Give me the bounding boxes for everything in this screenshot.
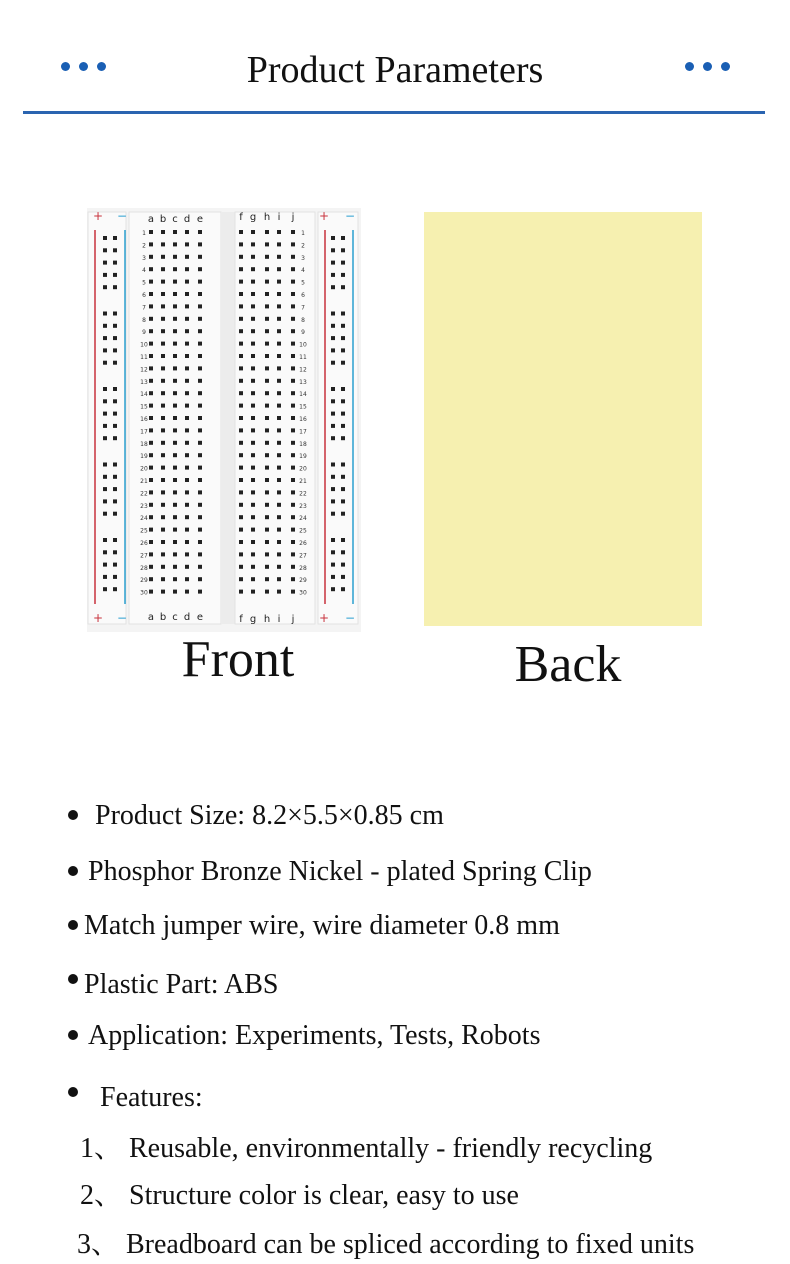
svg-text:+: +: [318, 209, 330, 223]
spec-item: [68, 856, 592, 888]
breadboard-front-image: [87, 208, 361, 632]
svg-text:−: −: [116, 611, 128, 625]
svg-text:d: d: [183, 214, 191, 225]
bullet-icon: [68, 1030, 78, 1040]
front-caption: Front: [181, 631, 295, 688]
svg-text:30: 30: [299, 589, 307, 597]
svg-text:i: i: [277, 212, 281, 223]
svg-text:+: +: [318, 611, 330, 625]
svg-text:18: 18: [140, 440, 148, 448]
svg-text:9: 9: [142, 329, 146, 337]
svg-text:21: 21: [140, 478, 148, 485]
breadboard-back-image: [424, 212, 702, 626]
svg-text:+: +: [92, 611, 104, 625]
spec-text: Application: Experiments, Tests, Robots: [88, 1020, 541, 1051]
svg-text:17: 17: [299, 428, 307, 436]
svg-text:2: 2: [142, 242, 146, 250]
feature-item: 3、 Breadboard can be spliced according to fixed units: [77, 1229, 695, 1260]
svg-text:11: 11: [140, 354, 148, 361]
spec-text: Phosphor Bronze Nickel - plated Spring Clip: [88, 856, 592, 887]
svg-text:i: i: [277, 614, 281, 625]
svg-text:23: 23: [140, 502, 148, 510]
svg-text:27: 27: [299, 552, 307, 560]
svg-text:14: 14: [299, 391, 307, 399]
svg-text:c: c: [172, 214, 178, 225]
bullet-icon: [68, 920, 78, 930]
svg-text:11: 11: [299, 354, 307, 361]
svg-text:f: f: [239, 212, 243, 223]
spec-text: Product Size: 8.2×5.5×0.85 cm: [95, 800, 444, 831]
svg-text:25: 25: [140, 527, 148, 535]
svg-text:5: 5: [142, 279, 146, 287]
svg-text:a: a: [147, 214, 155, 225]
bullet-icon: [68, 1087, 78, 1097]
svg-text:3: 3: [142, 254, 146, 262]
svg-text:j: j: [291, 614, 295, 625]
svg-text:22: 22: [140, 490, 148, 498]
spec-item: [68, 1020, 540, 1052]
svg-text:19: 19: [140, 453, 148, 461]
svg-text:13: 13: [299, 378, 307, 386]
svg-text:4: 4: [142, 267, 146, 275]
feature-item: 2、 Structure color is clear, easy to use: [80, 1180, 519, 1211]
svg-text:22: 22: [299, 490, 307, 498]
svg-text:b: b: [159, 612, 167, 623]
svg-text:−: −: [116, 209, 128, 223]
svg-text:9: 9: [301, 329, 305, 337]
svg-text:14: 14: [140, 391, 148, 399]
svg-text:h: h: [263, 212, 271, 223]
svg-text:a: a: [147, 612, 155, 623]
svg-text:29: 29: [140, 577, 148, 585]
svg-text:+: +: [92, 209, 104, 223]
svg-text:5: 5: [301, 279, 305, 287]
svg-text:26: 26: [140, 540, 148, 547]
svg-text:1: 1: [301, 230, 305, 237]
svg-text:12: 12: [299, 366, 307, 374]
feature-item: 1、 Reusable, environmentally - friendly recycling: [80, 1133, 653, 1164]
bullet-icon: [68, 866, 78, 876]
bullet-icon: [68, 974, 78, 984]
svg-text:24: 24: [299, 515, 307, 523]
svg-text:15: 15: [299, 403, 307, 411]
svg-text:28: 28: [299, 564, 307, 572]
svg-text:17: 17: [140, 428, 148, 436]
svg-text:16: 16: [299, 416, 307, 423]
svg-text:16: 16: [140, 416, 148, 423]
svg-text:6: 6: [142, 292, 146, 299]
svg-text:−: −: [344, 209, 356, 223]
svg-text:c: c: [172, 612, 178, 623]
svg-text:20: 20: [299, 465, 307, 473]
svg-text:g: g: [249, 212, 257, 223]
spec-text: Features:: [100, 1082, 203, 1113]
svg-text:27: 27: [140, 552, 148, 560]
svg-text:25: 25: [299, 527, 307, 535]
spec-item: [68, 969, 278, 1001]
svg-text:h: h: [263, 614, 271, 625]
svg-text:d: d: [183, 612, 191, 623]
svg-text:7: 7: [301, 304, 305, 312]
svg-text:1: 1: [142, 230, 146, 237]
svg-text:e: e: [196, 214, 204, 225]
svg-text:f: f: [239, 614, 243, 625]
svg-text:19: 19: [299, 453, 307, 461]
svg-text:g: g: [249, 614, 257, 625]
dots-right-icon: [685, 62, 730, 71]
svg-text:23: 23: [299, 502, 307, 510]
spec-item: [68, 910, 560, 942]
svg-text:20: 20: [140, 465, 148, 473]
svg-text:10: 10: [140, 341, 148, 349]
svg-text:15: 15: [140, 403, 148, 411]
svg-text:21: 21: [299, 478, 307, 485]
svg-text:10: 10: [299, 341, 307, 349]
spec-text: Match jumper wire, wire diameter 0.8 mm: [84, 910, 560, 941]
svg-text:7: 7: [142, 304, 146, 312]
svg-text:4: 4: [301, 267, 305, 275]
spec-item: [68, 1082, 203, 1114]
svg-text:j: j: [291, 212, 295, 223]
svg-text:6: 6: [301, 292, 305, 299]
svg-text:8: 8: [142, 316, 146, 324]
svg-text:13: 13: [140, 378, 148, 386]
svg-text:8: 8: [301, 316, 305, 324]
svg-text:b: b: [159, 214, 167, 225]
svg-text:e: e: [196, 612, 204, 623]
svg-text:12: 12: [140, 366, 148, 374]
spec-text: Plastic Part: ABS: [84, 969, 279, 1000]
svg-text:26: 26: [299, 540, 307, 547]
svg-text:30: 30: [140, 589, 148, 597]
header: [0, 0, 790, 118]
svg-text:24: 24: [140, 515, 148, 523]
header-divider: [23, 111, 765, 114]
bullet-icon: [68, 810, 78, 820]
page-title: Product Parameters: [246, 49, 544, 91]
back-caption: Back: [514, 636, 622, 693]
svg-text:2: 2: [301, 242, 305, 250]
svg-text:18: 18: [299, 440, 307, 448]
svg-text:3: 3: [301, 254, 305, 262]
svg-text:29: 29: [299, 577, 307, 585]
spec-item: [68, 800, 444, 832]
svg-text:28: 28: [140, 564, 148, 572]
svg-text:−: −: [344, 611, 356, 625]
